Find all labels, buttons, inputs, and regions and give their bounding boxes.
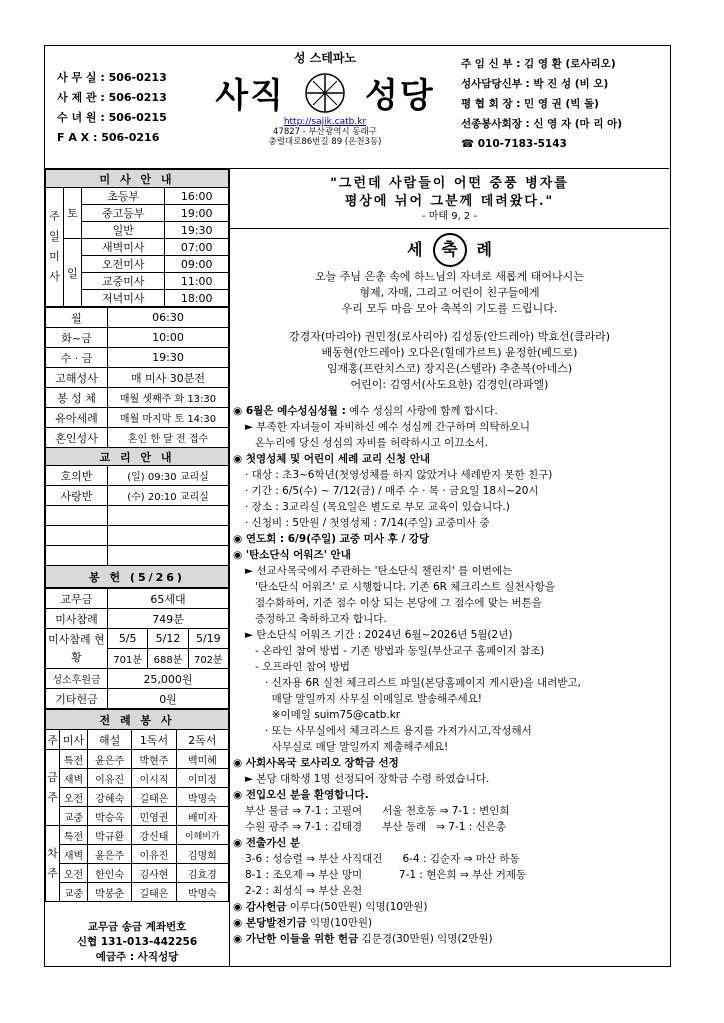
this-week-label: 금주 [46, 750, 60, 826]
news-item [233, 675, 666, 691]
council-president: 평 협 회 장 : 민 영 권 (빅 돌) [461, 98, 599, 110]
baptism-title-3: 례 [476, 240, 492, 259]
serve-head: 미사 [60, 730, 88, 750]
baptism-block [230, 233, 669, 393]
news-item [233, 467, 666, 483]
news-text: ► 본당 대학생 1명 선정되어 장학금 수령 하였습니다. [245, 773, 490, 785]
news-text: 사무실로 매달 말일까지 제출해주세요! [265, 741, 449, 753]
parish-url[interactable]: http://sajik.catb.kr [283, 117, 367, 127]
weekday-time: 19:30 [108, 348, 229, 368]
mass-title: 미 사 안 내 [46, 170, 229, 188]
news-item [233, 739, 666, 755]
offer-label: 성소후원금 [46, 669, 108, 689]
mass-time: 19:00 [165, 205, 229, 222]
news-text: 수원 광주 ⇒ 7-1 : 김태경 부산 동래 ⇒ 7-1 : 신은총 [245, 821, 507, 833]
weekday-time: 매월 셋째주 화 13:30 [108, 388, 229, 408]
attendance-count: 702분 [188, 649, 228, 669]
quote-source: - 마태 9, 2 - [421, 211, 478, 222]
serve-name: 박현주 [132, 750, 176, 769]
mass-time: 09:00 [165, 256, 229, 273]
news-item [233, 403, 666, 419]
pastor: 주 임 신 부 : 김 영 환 (로사리오) [461, 58, 616, 70]
saturday-label: 토 [64, 188, 82, 239]
news-item [233, 723, 666, 739]
left-column [45, 169, 229, 965]
right-column [229, 169, 669, 966]
news-item [233, 787, 666, 803]
empty-cell [108, 546, 229, 566]
serve-name: 민영권 [132, 807, 176, 826]
news-item [233, 755, 666, 771]
news-text: · 신청비 : 5만원 / 첫영성체 : 7/14(주일) 교중미사 중 [245, 517, 490, 529]
news-item [233, 595, 666, 611]
weekday-label: 유아세례 [46, 408, 108, 428]
news-item [233, 867, 666, 883]
offer-title: 봉 헌 (5/26) [46, 566, 229, 588]
mass-name: 일반 [82, 222, 165, 239]
class-name: 호의반 [46, 466, 108, 486]
class-time: (수) 20:10 교리실 [108, 486, 229, 506]
serve-mass: 교중 [60, 883, 88, 902]
address-line1: 47827 - 부산광역시 동래구 [273, 127, 377, 137]
serve-mass: 오전 [60, 864, 88, 883]
contact-list [57, 68, 167, 148]
mass-time: 11:00 [165, 273, 229, 290]
news-text: ► 선교사목국에서 주관하는 '탄소단식 챌린지' 를 이번에는 [245, 565, 513, 577]
news-item [233, 835, 666, 851]
weekday-label: 수 · 금 [46, 348, 108, 368]
baptism-names: 어린이: 김영서(사도요한) 김경인(라파엘) [350, 378, 549, 391]
serve-name: 이시직 [132, 769, 176, 788]
serve-name: 박봉춘 [88, 883, 132, 902]
class-name: 사랑반 [46, 486, 108, 506]
attendance-count: 688분 [148, 649, 188, 669]
parish-logo-icon [303, 71, 347, 115]
address-line2: 충렬대로86번길 89 (온천3동) [268, 137, 382, 147]
serve-name: 길태은 [132, 883, 176, 902]
serve-name: 박승옥 [88, 807, 132, 826]
news-text: · 기간 : 6/5(수) ~ 7/12(금) / 매주 수 · 목 · 금요일 18시~20시 [245, 485, 539, 497]
empty-cell [46, 506, 108, 526]
fax: F A X : 506-0216 [57, 131, 160, 144]
news-text: ※이메일 suim75@catb.kr [265, 709, 401, 721]
attendance-date: 5/19 [188, 629, 228, 649]
news-item [233, 819, 666, 835]
mass-name: 초등부 [82, 188, 165, 205]
news-heading: ◉ 첫영성체 및 어린이 세례 교리 신청 안내 [233, 453, 431, 465]
serve-name: 배미자 [176, 807, 228, 826]
office-phone: 사 무 실 : 506-0213 [57, 71, 167, 84]
news-item [233, 627, 666, 643]
offer-table [45, 588, 229, 709]
title-left: 사직 [215, 76, 285, 116]
next-week-label: 차주 [46, 826, 60, 902]
offer-value: 65세대 [108, 589, 229, 609]
news-item [233, 435, 666, 451]
news-heading: ◉ 6월은 예수성심성월 : [233, 405, 346, 417]
account-holder: 예금주 : 사직성당 [95, 951, 179, 963]
weekday-table [45, 307, 229, 588]
account-info [45, 902, 229, 965]
news-item [233, 515, 666, 531]
news-item [233, 611, 666, 627]
offer-label: 교무금 [46, 589, 108, 609]
news-text: 부산 물금 ⇒ 7-1 : 고필여 서울 천호동 ⇒ 7-1 : 변인희 [245, 805, 510, 817]
baptism-title-2: 축 [441, 240, 458, 260]
news-text: 익명(10만원) [306, 917, 373, 929]
serve-name: 김효경 [176, 864, 228, 883]
serve-head: 주 [46, 730, 60, 750]
news-text: · 장소 : 3교리실 (목요일은 별도로 부모 교육이 있습니다.) [245, 501, 510, 513]
serve-head: 1독서 [132, 730, 176, 750]
bulletin-frame [44, 45, 671, 967]
offer-label: 기타헌금 [46, 689, 108, 709]
news-text: ► 부족한 자녀들이 자비하신 예수 성심께 간구하며 의탁하오니 [245, 421, 531, 433]
attendance-date: 5/12 [148, 629, 188, 649]
serve-name: 이유진 [88, 769, 132, 788]
attendance-label: 미사참례 현황 [46, 629, 108, 669]
serve-title: 전 례 봉 사 [46, 710, 229, 730]
news-heading: ◉ 가난한 이들을 위한 헌금 [233, 933, 359, 945]
news-item [233, 883, 666, 899]
news-item [233, 499, 666, 515]
parish-title [200, 68, 450, 117]
news-item [233, 899, 666, 915]
assistant-priest: 성사담당신부 : 박 진 성 (비 오) [461, 78, 609, 90]
baptism-names: 강경자(마리아) 권민정(로사리아) 김성동(안드레아) 박효선(클라라) [288, 330, 611, 343]
class-time: (일) 09:30 교리실 [108, 466, 229, 486]
baptism-names: 임재홍(프란치스코) 장지은(스텔라) 추춘복(아네스) [326, 362, 573, 375]
serve-name: 강혜숙 [88, 788, 132, 807]
mass-name: 교중미사 [82, 273, 165, 290]
news-text: 2-2 : 최성식 ⇒ 부산 온천 [245, 885, 363, 897]
header [45, 46, 669, 169]
news-text: '탄소단식 어워즈' 로 시행합니다. 기존 6R 체크리스트 실천사항을 [255, 581, 556, 593]
offer-value: 0원 [108, 689, 229, 709]
offer-label: 미사참례 [46, 609, 108, 629]
news-text: 예수 성심의 사랑에 함께 합시다. [345, 405, 498, 417]
weekday-label: 월 [46, 308, 108, 328]
empty-cell [46, 526, 108, 546]
news-item [233, 803, 666, 819]
baptism-title [238, 233, 661, 267]
serve-mass: 새벽 [60, 845, 88, 864]
news-item [233, 547, 666, 563]
service-table [45, 709, 229, 902]
news-item [233, 563, 666, 579]
staff-list [461, 54, 622, 154]
serve-name: 박명숙 [176, 883, 228, 902]
serve-name: 한인숙 [88, 864, 132, 883]
news-text: 증정하고 축하하고자 합니다. [255, 613, 387, 625]
account-number: 신협 131-013-442256 [76, 936, 198, 948]
quote-line: "그런데 사람들이 어떤 중풍 병자를 [330, 176, 569, 191]
mass-time: 18:00 [165, 290, 229, 307]
news-item [233, 931, 666, 947]
news-heading: ◉ 연도회 : 6/9(주일) 교중 미사 후 / 강당 [233, 533, 430, 545]
serve-head: 해설 [88, 730, 132, 750]
baptism-text: 형제, 자매, 그리고 어린이 친구들에게 [359, 286, 540, 299]
convent-phone: 수 녀 원 : 506-0215 [57, 111, 167, 124]
empty-cell [46, 546, 108, 566]
news-text: 이루다(50만원) 익명(10만원) [286, 901, 428, 913]
news-heading: ◉ 본당발전기금 [233, 917, 307, 929]
news-text: · 또는 사무실에서 체크리스트 용지를 가져가시고,작성해서 [265, 725, 532, 737]
news-item [233, 643, 666, 659]
serve-name: 김명희 [176, 845, 228, 864]
news-text: ► 탄소단식 어워즈 기간 : 2024년 6월~2026년 5월(2년) [245, 629, 513, 641]
mass-name: 저녁미사 [82, 290, 165, 307]
parish-patron: 성 스테파노 [293, 51, 357, 65]
serve-name: 김사현 [132, 864, 176, 883]
celebrate-badge-icon [433, 233, 467, 267]
news-text: 3-6 : 성승렬 ⇒ 부산 사직대건 6-4 : 김순자 ⇒ 마산 하동 [245, 853, 520, 865]
news-item [233, 451, 666, 467]
parish-title-block [200, 46, 450, 147]
attendance-count: 701분 [108, 649, 148, 669]
news-list [230, 393, 669, 947]
serve-name: 박명숙 [176, 788, 228, 807]
mass-time: 07:00 [165, 239, 229, 256]
news-text: 점수화하여, 기준 점수 이상 되는 본당에 그 점수에 맞는 버튼을 [255, 597, 542, 609]
serve-name: 윤은주 [88, 750, 132, 769]
news-heading: ◉ '탄소단식 어워즈' 안내 [233, 549, 351, 561]
serve-mass: 오전 [60, 788, 88, 807]
news-text: 8-1 : 조오제 ⇒ 부산 망미 7-1 : 현은희 ⇒ 부산 거제동 [245, 869, 527, 881]
news-item [233, 707, 666, 723]
serve-mass: 특전 [60, 750, 88, 769]
contact-phone: ☎ 010-7183-5143 [461, 138, 567, 150]
serve-name: 길태은 [132, 788, 176, 807]
weekday-label: 화~금 [46, 328, 108, 348]
news-item [233, 419, 666, 435]
news-item [233, 659, 666, 675]
title-right: 성당 [365, 76, 435, 116]
weekday-time: 매 미사 30분전 [108, 368, 229, 388]
weekday-time: 혼인 한 달 전 접수 [108, 428, 229, 448]
serve-name: 이미정 [176, 769, 228, 788]
weekday-label: 봉 성 체 [46, 388, 108, 408]
sunday-mass-label: 주일미사 [46, 188, 64, 307]
mass-time: 16:00 [165, 188, 229, 205]
mass-name: 오전미사 [82, 256, 165, 273]
news-heading: ◉ 전입오신 분을 환영합니다. [233, 789, 369, 801]
edu-title: 교 리 안 내 [46, 448, 229, 466]
news-text: - 온라인 참여 방법 - 기존 방법과 동일(부산교구 홈페이지 참조) [255, 645, 545, 657]
attendance-date: 5/5 [108, 629, 148, 649]
serve-mass: 특전 [60, 826, 88, 845]
weekday-time: 06:30 [108, 308, 229, 328]
serve-name: 박규환 [88, 826, 132, 845]
offer-value: 25,000원 [108, 669, 229, 689]
baptism-names: 배동현(안드레아) 오다은(힐데가르트) 윤정한(베드로) [321, 346, 578, 359]
serve-name: 윤은주 [88, 845, 132, 864]
mass-name: 중고등부 [82, 205, 165, 222]
serve-name: 강신태 [132, 826, 176, 845]
serve-name: 백미혜 [176, 750, 228, 769]
news-item [233, 531, 666, 547]
news-text: - 오프라인 참여 방법 [255, 661, 350, 673]
news-item [233, 771, 666, 787]
news-heading: ◉ 사회사목국 로사리오 장학금 선정 [233, 757, 399, 769]
serve-mass: 교중 [60, 807, 88, 826]
serve-name: 이해비가 [176, 826, 228, 845]
mass-name: 새벽미사 [82, 239, 165, 256]
news-text: 온누리에 당신 성심의 자비를 허락하시고 이끄소서. [255, 437, 489, 449]
serve-name: 이유진 [132, 845, 176, 864]
weekday-label: 혼인성사 [46, 428, 108, 448]
news-item [233, 579, 666, 595]
news-item [233, 691, 666, 707]
news-heading: ◉ 감사헌금 [233, 901, 287, 913]
news-item [233, 915, 666, 931]
rectory-phone: 사 제 관 : 506-0213 [57, 91, 167, 104]
account-title: 교무금 송금 계좌번호 [87, 921, 187, 933]
news-text: · 대상 : 초3~6학년(첫영성체를 하지 않았거나 세례받지 못한 친구) [245, 469, 553, 481]
news-text: · 신자용 6R 실천 체크리스트 파일(본당홈페이지 게시판)을 내려받고, [265, 677, 581, 689]
weekday-time: 매월 마지막 토 14:30 [108, 408, 229, 428]
baptism-title-1: 세 [407, 240, 423, 259]
news-heading: ◉ 전출가신 분 [233, 837, 301, 849]
serve-mass: 새벽 [60, 769, 88, 788]
mass-table [45, 169, 229, 307]
offer-value: 749분 [108, 609, 229, 629]
quote-line: 평상에 뉘어 그분께 데려왔다." [344, 194, 555, 209]
news-item [233, 483, 666, 499]
news-item [233, 851, 666, 867]
empty-cell [108, 526, 229, 546]
funeral-service-head: 선종봉사회장 : 신 영 자 (마 리 아) [461, 118, 623, 130]
empty-cell [108, 506, 229, 526]
baptism-text: 오늘 주님 은총 속에 하느님의 자녀로 새롭게 태어나시는 [315, 270, 584, 283]
mass-time: 19:30 [165, 222, 229, 239]
serve-head: 2독서 [176, 730, 228, 750]
baptism-text: 우리 모두 마음 모아 축복의 기도를 드립니다. [341, 302, 558, 315]
news-text: 매달 말일까지 사무실 이메일로 발송해주세요! [265, 693, 482, 705]
sunday-label: 일 [64, 239, 82, 307]
weekday-label: 고해성사 [46, 368, 108, 388]
news-text: 김문경(30만원) 익명(2만원) [358, 933, 493, 945]
weekday-time: 10:00 [108, 328, 229, 348]
gospel-quote [230, 169, 669, 229]
